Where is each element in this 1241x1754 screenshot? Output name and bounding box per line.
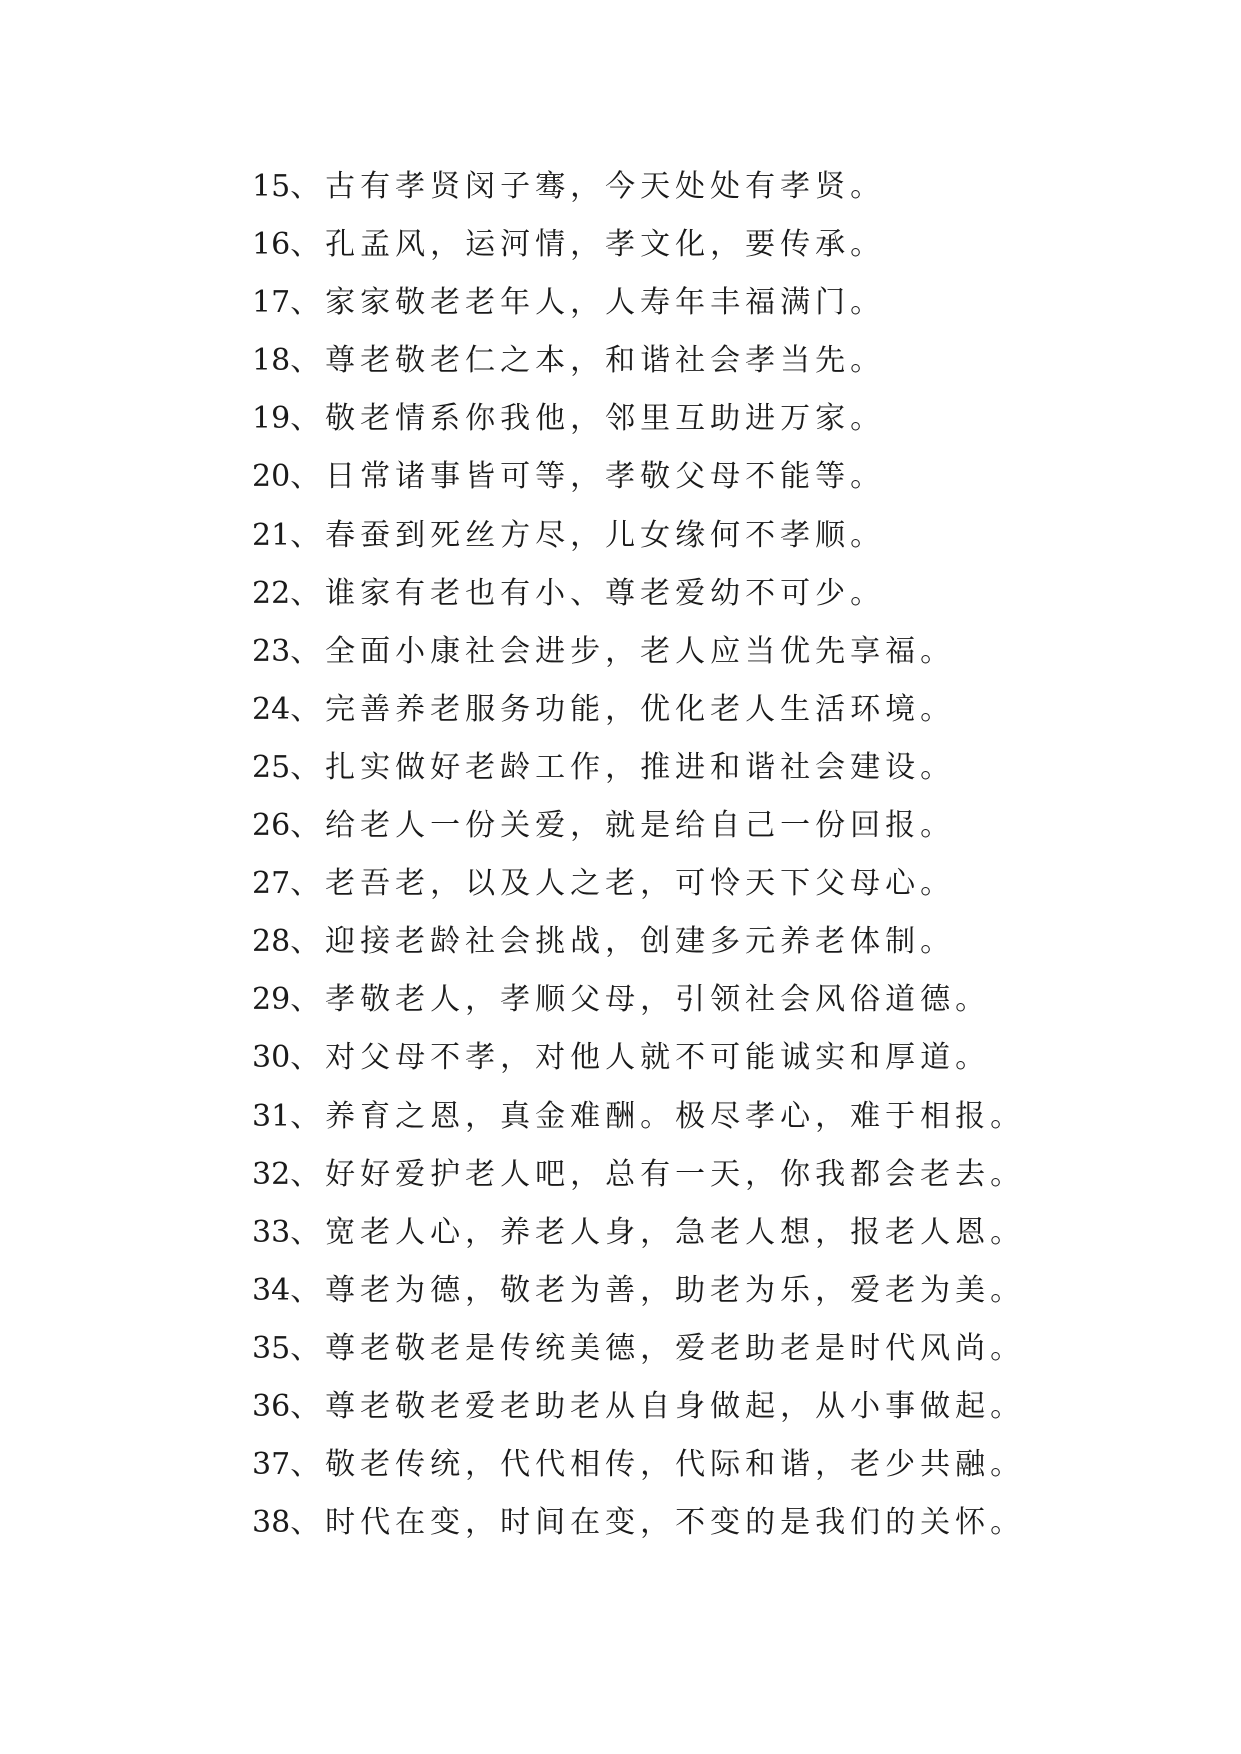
item-number: 30 (252, 1040, 291, 1076)
item-number: 19 (252, 401, 291, 437)
list-item (252, 216, 1025, 274)
item-number: 35 (252, 1330, 291, 1366)
list-item (252, 1320, 1025, 1378)
item-text: 、对父母不孝，对他人就不可能诚实和厚道。 (290, 1040, 991, 1076)
list-item (252, 623, 1025, 681)
item-text: 、尊老敬老是传统美德，爱老助老是时代风尚。 (290, 1330, 1026, 1366)
item-number: 32 (252, 1156, 291, 1192)
item-text: 、养育之恩，真金难酬。极尽孝心，难于相报。 (290, 1098, 1026, 1134)
item-text: 、孝敬老人，孝顺父母，引领社会风俗道德。 (290, 982, 991, 1018)
item-number: 28 (252, 924, 291, 960)
item-number: 38 (252, 1505, 291, 1541)
item-number: 21 (252, 517, 291, 553)
item-number: 15 (252, 169, 291, 204)
list-item (252, 1204, 1025, 1262)
item-number: 17 (252, 285, 291, 321)
item-number: 24 (252, 691, 291, 727)
list-item (252, 507, 1025, 565)
item-text: 、完善养老服务功能，优化老人生活环境。 (290, 691, 956, 727)
item-text: 、日常诸事皆可等，孝敬父母不能等。 (290, 459, 886, 495)
item-text: 、古有孝贤闵子骞，今天处处有孝贤。 (290, 169, 886, 204)
list-item (252, 332, 1025, 390)
item-number: 22 (252, 575, 291, 611)
list-item (252, 971, 1025, 1029)
item-number: 20 (252, 459, 291, 495)
list-item (252, 1378, 1025, 1436)
item-text: 、迎接老龄社会挑战，创建多元养老体制。 (290, 924, 956, 960)
item-number: 25 (252, 749, 291, 785)
item-number: 27 (252, 866, 291, 902)
list-item (252, 913, 1025, 971)
list-item (252, 565, 1025, 623)
list-item (252, 797, 1025, 855)
list-item (252, 1088, 1025, 1146)
list-item (252, 855, 1025, 913)
item-text: 、尊老敬老爱老助老从自身做起，从小事做起。 (290, 1388, 1026, 1424)
item-text: 、尊老敬老仁之本，和谐社会孝当先。 (290, 343, 886, 379)
item-number: 36 (252, 1388, 291, 1424)
list-item (252, 1494, 1025, 1552)
list-item (252, 1262, 1025, 1320)
item-text: 、孔孟风，运河情，孝文化，要传承。 (290, 227, 886, 263)
item-number: 37 (252, 1447, 291, 1483)
list-item (252, 739, 1025, 797)
list-item (252, 274, 1025, 332)
item-text: 、尊老为德，敬老为善，助老为乐，爱老为美。 (290, 1272, 1026, 1308)
item-number: 34 (252, 1272, 291, 1308)
list-item (252, 390, 1025, 448)
item-text: 、春蚕到死丝方尽，儿女缘何不孝顺。 (290, 517, 886, 553)
item-text: 、老吾老，以及人之老，可怜天下父母心。 (290, 866, 956, 902)
item-text: 、好好爱护老人吧，总有一天，你我都会老去。 (290, 1156, 1026, 1192)
list-item (252, 681, 1025, 739)
item-number: 18 (252, 343, 291, 379)
item-text: 、家家敬老老年人，人寿年丰福满门。 (290, 285, 886, 321)
item-number: 31 (252, 1098, 291, 1134)
list-item (252, 1436, 1025, 1494)
item-text: 、扎实做好老龄工作，推进和谐社会建设。 (290, 749, 956, 785)
item-text: 、宽老人心，养老人身，急老人想，报老人恩。 (290, 1214, 1026, 1250)
item-text: 、谁家有老也有小、尊老爱幼不可少。 (290, 575, 886, 611)
item-number: 23 (252, 633, 291, 669)
list-item (252, 158, 1025, 216)
item-number: 16 (252, 227, 291, 263)
item-text: 、敬老情系你我他，邻里互助进万家。 (290, 401, 886, 437)
slogan-list (252, 158, 1025, 1552)
list-item (252, 1029, 1025, 1087)
item-number: 29 (252, 982, 291, 1018)
item-text: 、全面小康社会进步，老人应当优先享福。 (290, 633, 956, 669)
item-text: 、敬老传统，代代相传，代际和谐，老少共融。 (290, 1447, 1026, 1483)
item-number: 33 (252, 1214, 291, 1250)
list-item (252, 1146, 1025, 1204)
item-number: 26 (252, 808, 291, 844)
list-item (252, 448, 1025, 506)
item-text: 、给老人一份关爱，就是给自己一份回报。 (290, 808, 956, 844)
item-text: 、时代在变，时间在变，不变的是我们的关怀。 (290, 1505, 1026, 1541)
